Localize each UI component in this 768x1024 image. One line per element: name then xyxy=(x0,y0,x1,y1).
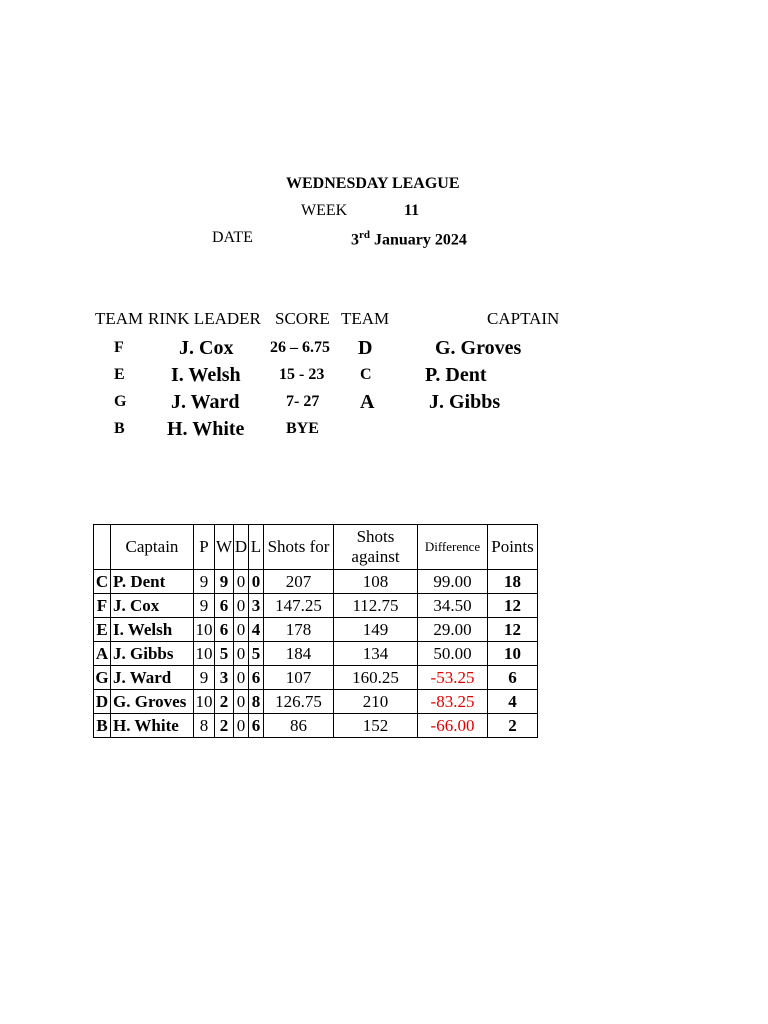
team-letter: F xyxy=(94,594,111,618)
date-value xyxy=(351,229,467,249)
drawn: 0 xyxy=(234,618,249,642)
played: 9 xyxy=(194,666,215,690)
played: 10 xyxy=(194,642,215,666)
lost: 6 xyxy=(249,714,264,738)
played: 9 xyxy=(194,570,215,594)
fixture-score: 15 - 23 xyxy=(279,366,325,383)
team-letter: C xyxy=(94,570,111,594)
fixture-team: F xyxy=(114,339,124,356)
points: 2 xyxy=(488,714,538,738)
table-row xyxy=(94,642,538,666)
fixture-opponent: D xyxy=(358,337,373,359)
won: 2 xyxy=(215,714,234,738)
fixture-opponent: C xyxy=(360,366,372,383)
header-shots-for: Shots for xyxy=(264,525,334,570)
date-day: 3 xyxy=(351,231,359,249)
difference: 50.00 xyxy=(418,642,488,666)
drawn: 0 xyxy=(234,690,249,714)
captain-name: G. Groves xyxy=(111,690,194,714)
team-letter: E xyxy=(94,618,111,642)
header-played: P xyxy=(194,525,215,570)
points: 18 xyxy=(488,570,538,594)
fixture-score: 26 – 6.75 xyxy=(270,339,330,356)
captain-name: P. Dent xyxy=(111,570,194,594)
shots-against: 134 xyxy=(334,642,418,666)
shots-for: 86 xyxy=(264,714,334,738)
won: 6 xyxy=(215,618,234,642)
date-label: DATE xyxy=(212,229,253,246)
fixture-header-captain: CAPTAIN xyxy=(487,309,560,328)
shots-for: 126.75 xyxy=(264,690,334,714)
points: 12 xyxy=(488,594,538,618)
won: 9 xyxy=(215,570,234,594)
played: 9 xyxy=(194,594,215,618)
drawn: 0 xyxy=(234,594,249,618)
difference: -53.25 xyxy=(418,666,488,690)
table-row xyxy=(94,714,538,738)
shots-for: 178 xyxy=(264,618,334,642)
team-letter: B xyxy=(94,714,111,738)
date-suffix: rd xyxy=(359,229,370,241)
table-row xyxy=(94,570,538,594)
league-title: WEDNESDAY LEAGUE xyxy=(286,175,460,192)
header-drawn: D xyxy=(234,525,249,570)
fixture-score: 7- 27 xyxy=(286,393,320,410)
won: 3 xyxy=(215,666,234,690)
difference: 99.00 xyxy=(418,570,488,594)
points: 6 xyxy=(488,666,538,690)
points: 10 xyxy=(488,642,538,666)
team-letter: A xyxy=(94,642,111,666)
won: 5 xyxy=(215,642,234,666)
week-value: 11 xyxy=(404,202,420,219)
difference: -83.25 xyxy=(418,690,488,714)
lost: 3 xyxy=(249,594,264,618)
shots-for: 184 xyxy=(264,642,334,666)
table-row xyxy=(94,690,538,714)
captain-name: J. Cox xyxy=(111,594,194,618)
header-difference: Difference xyxy=(418,525,488,570)
fixture-team: E xyxy=(114,366,125,383)
fixture-header-team: TEAM xyxy=(95,309,144,328)
table-row xyxy=(94,618,538,642)
lost: 4 xyxy=(249,618,264,642)
shots-against: 149 xyxy=(334,618,418,642)
drawn: 0 xyxy=(234,714,249,738)
team-letter: D xyxy=(94,690,111,714)
date-rest: January 2024 xyxy=(374,231,467,249)
fixture-leader: H. White xyxy=(167,418,245,440)
team-letter: G xyxy=(94,666,111,690)
drawn: 0 xyxy=(234,570,249,594)
header-points: Points xyxy=(488,525,538,570)
week-label: WEEK xyxy=(301,202,348,219)
table-header-row xyxy=(94,525,538,570)
header-shots-against: Shots against xyxy=(334,525,418,570)
difference: 34.50 xyxy=(418,594,488,618)
header-won: W xyxy=(215,525,234,570)
table-row xyxy=(94,666,538,690)
captain-name: H. White xyxy=(111,714,194,738)
shots-for: 147.25 xyxy=(264,594,334,618)
drawn: 0 xyxy=(234,666,249,690)
points: 4 xyxy=(488,690,538,714)
lost: 0 xyxy=(249,570,264,594)
league-table xyxy=(93,524,538,738)
shots-for: 207 xyxy=(264,570,334,594)
shots-against: 112.75 xyxy=(334,594,418,618)
fixture-leader: J. Cox xyxy=(179,337,234,359)
fixture-header-score: SCORE xyxy=(275,309,330,328)
won: 6 xyxy=(215,594,234,618)
played: 10 xyxy=(194,618,215,642)
header-captain: Captain xyxy=(111,525,194,570)
shots-against: 152 xyxy=(334,714,418,738)
shots-against: 108 xyxy=(334,570,418,594)
fixture-leader: I. Welsh xyxy=(171,364,241,386)
captain-name: I. Welsh xyxy=(111,618,194,642)
won: 2 xyxy=(215,690,234,714)
header-lost: L xyxy=(249,525,264,570)
captain-name: J. Ward xyxy=(111,666,194,690)
fixture-header-rink-leader: RINK LEADER xyxy=(148,309,261,328)
fixture-team: B xyxy=(114,420,125,437)
shots-against: 160.25 xyxy=(334,666,418,690)
table-row xyxy=(94,594,538,618)
fixture-captain: P. Dent xyxy=(425,364,487,386)
fixture-captain: J. Gibbs xyxy=(429,391,501,413)
fixture-header-opponent: TEAM xyxy=(341,309,390,328)
fixture-leader: J. Ward xyxy=(171,391,240,413)
played: 8 xyxy=(194,714,215,738)
fixture-score: BYE xyxy=(286,420,319,437)
shots-against: 210 xyxy=(334,690,418,714)
lost: 5 xyxy=(249,642,264,666)
difference: 29.00 xyxy=(418,618,488,642)
played: 10 xyxy=(194,690,215,714)
header-team xyxy=(94,525,111,570)
fixture-opponent: A xyxy=(360,391,375,413)
difference: -66.00 xyxy=(418,714,488,738)
lost: 8 xyxy=(249,690,264,714)
lost: 6 xyxy=(249,666,264,690)
fixture-team: G xyxy=(114,393,127,410)
drawn: 0 xyxy=(234,642,249,666)
points: 12 xyxy=(488,618,538,642)
captain-name: J. Gibbs xyxy=(111,642,194,666)
shots-for: 107 xyxy=(264,666,334,690)
fixture-captain: G. Groves xyxy=(435,337,522,359)
